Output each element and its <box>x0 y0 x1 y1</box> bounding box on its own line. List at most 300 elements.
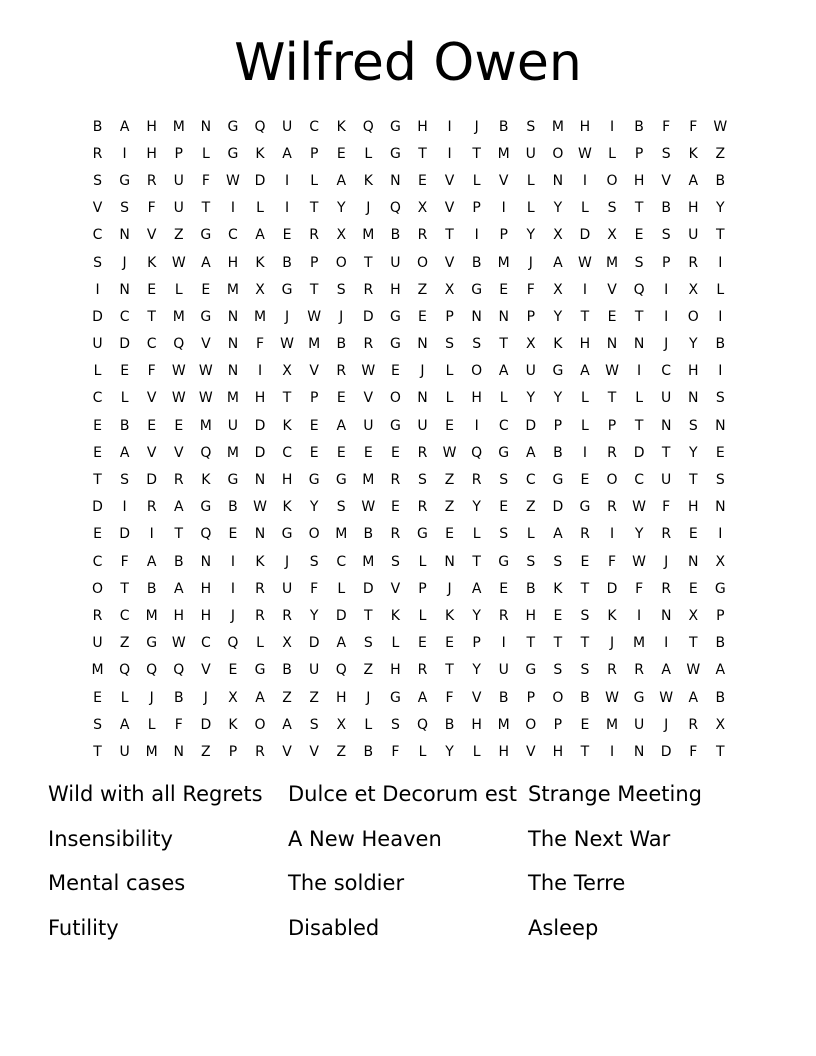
grid-letter: B <box>119 417 130 434</box>
grid-letter: F <box>662 499 671 516</box>
grid-row <box>84 249 734 276</box>
grid-letter: O <box>416 254 428 271</box>
grid-letter: N <box>688 390 699 407</box>
grid-letter: G <box>552 472 564 489</box>
grid-letter: S <box>553 553 563 570</box>
grid-letter: K <box>255 254 265 271</box>
grid-letter: D <box>92 499 103 516</box>
grid-letter: I <box>582 172 588 189</box>
grid-letter: V <box>471 689 482 706</box>
grid-letter: I <box>637 363 642 380</box>
grid-letter: X <box>715 716 726 733</box>
grid-letter: F <box>689 118 698 135</box>
grid-letter: G <box>119 172 131 189</box>
grid-letter: I <box>230 553 235 570</box>
grid-letter: B <box>92 118 103 135</box>
grid-letter: R <box>146 172 157 189</box>
grid-letter: H <box>335 689 347 706</box>
grid-row <box>84 331 734 358</box>
grid-letter: L <box>120 390 129 407</box>
grid-letter: N <box>200 553 212 570</box>
grid-row <box>84 195 734 222</box>
grid-letter: R <box>336 363 347 380</box>
grid-letter: E <box>93 526 102 543</box>
grid-letter: I <box>474 227 479 244</box>
grid-letter: G <box>389 118 401 135</box>
grid-letter: L <box>364 716 373 733</box>
grid-letter: M <box>253 308 267 325</box>
grid-letter: I <box>95 281 100 298</box>
grid-letter: M <box>172 118 185 135</box>
grid-letter: L <box>120 689 129 706</box>
grid-letter: L <box>635 390 643 407</box>
grid-letter: G <box>714 580 726 597</box>
grid-letter: X <box>417 200 428 217</box>
grid-letter: H <box>146 145 157 162</box>
grid-letter: D <box>335 607 347 624</box>
grid-letter: S <box>390 553 400 570</box>
grid-letter: X <box>553 281 563 298</box>
grid-letter: L <box>147 716 156 733</box>
grid-letter: Z <box>444 472 455 489</box>
grid-letter: B <box>471 254 482 271</box>
grid-letter: U <box>661 472 672 489</box>
grid-letter: I <box>122 145 127 162</box>
grid-letter: L <box>174 281 183 298</box>
grid-letter: U <box>173 200 184 217</box>
grid-letter: I <box>609 118 615 135</box>
grid-row <box>84 385 734 412</box>
grid-letter: A <box>119 444 130 461</box>
grid-letter: M <box>551 118 564 135</box>
grid-letter: I <box>285 172 290 189</box>
grid-letter: Q <box>227 635 239 652</box>
grid-letter: G <box>146 635 158 652</box>
grid-letter: F <box>147 363 156 380</box>
grid-letter: I <box>447 118 452 135</box>
grid-letter: E <box>499 580 509 597</box>
grid-letter: C <box>92 390 103 407</box>
grid-letter: G <box>227 472 239 489</box>
grid-letter: U <box>92 635 103 652</box>
grid-letter: R <box>92 607 103 624</box>
grid-letter: W <box>713 118 728 135</box>
grid-letter: S <box>499 526 509 543</box>
grid-letter: M <box>362 227 375 244</box>
grid-letter: G <box>498 444 510 461</box>
grid-letter: D <box>525 417 537 434</box>
grid-letter: V <box>498 172 509 189</box>
grid-letter: O <box>606 472 618 489</box>
grid-letter: O <box>552 145 564 162</box>
grid-letter: J <box>122 254 127 271</box>
grid-letter: H <box>146 118 157 135</box>
grid-letter: B <box>173 553 184 570</box>
grid-letter: I <box>257 363 263 380</box>
grid-letter: U <box>309 662 320 679</box>
grid-letter: M <box>497 145 510 162</box>
grid-letter: D <box>552 499 564 516</box>
grid-letter: D <box>579 227 591 244</box>
grid-letter: P <box>445 308 454 325</box>
grid-letter: S <box>445 336 454 353</box>
grid-letter: Q <box>146 662 158 679</box>
grid-letter: W <box>659 689 674 706</box>
grid-letter: F <box>147 200 156 217</box>
grid-letter: A <box>119 716 130 733</box>
grid-letter: B <box>363 526 374 543</box>
grid-letter: Q <box>389 200 401 217</box>
grid-letter: R <box>607 499 617 516</box>
grid-letter: U <box>363 417 374 434</box>
grid-letter: L <box>445 390 454 407</box>
grid-letter: L <box>337 580 346 597</box>
grid-letter: V <box>146 227 157 244</box>
grid-letter: U <box>173 172 184 189</box>
grid-letter: Y <box>553 308 563 325</box>
grid-letter: S <box>336 499 346 516</box>
grid-letter: E <box>336 444 346 461</box>
grid-letter: W <box>171 254 186 271</box>
grid-letter: T <box>688 472 698 489</box>
grid-row <box>84 521 734 548</box>
grid-letter: I <box>149 526 154 543</box>
grid-letter: E <box>634 227 644 244</box>
grid-letter: V <box>390 580 401 597</box>
grid-letter: C <box>336 553 347 570</box>
grid-letter: B <box>553 444 563 461</box>
grid-letter: S <box>526 553 536 570</box>
grid-letter: E <box>688 580 698 597</box>
grid-letter: G <box>417 526 428 543</box>
grid-letter: F <box>391 743 400 760</box>
word-list <box>48 776 768 954</box>
grid-letter: H <box>687 363 699 380</box>
grid-letter: T <box>364 607 373 624</box>
grid-letter: P <box>607 417 617 434</box>
grid-letter: I <box>447 145 452 162</box>
grid-letter: N <box>633 743 645 760</box>
grid-letter: S <box>418 472 427 489</box>
grid-letter: I <box>718 526 723 543</box>
grid-letter: O <box>606 172 618 189</box>
grid-letter: M <box>605 716 619 733</box>
grid-letter: S <box>580 662 590 679</box>
grid-letter: U <box>92 336 103 353</box>
grid-letter: R <box>255 607 265 624</box>
grid-letter: R <box>634 662 644 679</box>
grid-letter: Y <box>716 200 725 217</box>
grid-letter: I <box>609 743 615 760</box>
grid-letter: Y <box>553 390 563 407</box>
grid-letter: E <box>418 172 427 189</box>
grid-row <box>84 494 734 521</box>
grid-letter: F <box>526 281 535 298</box>
grid-letter: E <box>688 526 698 543</box>
grid-letter: H <box>254 390 266 407</box>
grid-letter: H <box>200 607 212 624</box>
grid-letter: E <box>580 472 590 489</box>
grid-row <box>84 711 734 738</box>
grid-letter: X <box>255 281 265 298</box>
grid-letter: T <box>174 526 184 543</box>
grid-letter: R <box>255 580 265 597</box>
grid-letter: R <box>92 145 103 162</box>
grid-letter: N <box>444 553 455 570</box>
grid-letter: B <box>498 118 509 135</box>
grid-letter: D <box>200 716 212 733</box>
grid-letter: P <box>634 145 644 162</box>
grid-letter: P <box>472 635 481 652</box>
grid-letter: E <box>715 444 725 461</box>
grid-letter: W <box>632 553 647 570</box>
grid-letter: R <box>417 444 428 461</box>
grid-letter: J <box>203 689 208 706</box>
grid-letter: K <box>444 607 455 624</box>
grid-letter: W <box>198 363 213 380</box>
grid-letter: I <box>122 499 127 516</box>
grid-letter: Q <box>119 662 131 679</box>
grid-letter: H <box>687 200 699 217</box>
grid-letter: Q <box>200 526 212 543</box>
grid-letter: S <box>661 145 671 162</box>
grid-letter: J <box>149 689 154 706</box>
word-list-item: Futility <box>48 915 119 940</box>
grid-row <box>84 684 734 711</box>
grid-letter: N <box>660 417 672 434</box>
grid-letter: N <box>688 553 699 570</box>
word-list-item: Disabled <box>288 915 380 940</box>
grid-letter: X <box>688 281 699 298</box>
grid-row <box>84 113 734 140</box>
grid-letter: Y <box>634 526 644 543</box>
grid-letter: G <box>227 118 239 135</box>
grid-letter: I <box>501 200 506 217</box>
grid-letter: S <box>336 281 346 298</box>
grid-letter: B <box>715 689 726 706</box>
grid-letter: I <box>664 635 669 652</box>
grid-letter: N <box>606 336 618 353</box>
grid-letter: B <box>444 716 455 733</box>
grid-letter: W <box>632 499 647 516</box>
grid-letter: L <box>256 200 264 217</box>
grid-letter: X <box>336 227 347 244</box>
grid-letter: I <box>501 635 506 652</box>
grid-letter: I <box>637 607 642 624</box>
grid-letter: T <box>661 444 671 461</box>
grid-letter: U <box>227 417 239 434</box>
grid-letter: Z <box>336 743 347 760</box>
grid-letter: Y <box>553 200 563 217</box>
grid-letter: T <box>526 635 536 652</box>
grid-letter: K <box>282 417 292 434</box>
grid-letter: J <box>609 635 615 652</box>
grid-letter: N <box>715 417 726 434</box>
grid-letter: R <box>363 281 374 298</box>
grid-letter: T <box>93 743 102 760</box>
grid-letter: F <box>174 716 183 733</box>
grid-letter: T <box>634 417 644 434</box>
grid-letter: T <box>499 336 508 353</box>
grid-letter: O <box>471 363 483 380</box>
grid-letter: I <box>582 444 588 461</box>
grid-letter: W <box>253 499 267 516</box>
grid-letter: D <box>606 580 618 597</box>
grid-letter: C <box>498 417 509 434</box>
grid-letter: C <box>282 444 292 461</box>
grid-letter: V <box>444 200 455 217</box>
grid-letter: K <box>363 172 373 189</box>
grid-letter: X <box>553 227 563 244</box>
grid-letter: L <box>526 200 535 217</box>
word-list-item: Dulce et Decorum est <box>288 782 517 806</box>
grid-letter: Y <box>472 499 481 516</box>
grid-letter: J <box>528 254 533 271</box>
grid-letter: N <box>498 308 509 325</box>
grid-letter: P <box>526 689 536 706</box>
grid-letter: V <box>526 743 536 760</box>
grid-letter: L <box>581 390 589 407</box>
word-list-item: The Next War <box>528 826 671 851</box>
grid-letter: D <box>254 417 266 434</box>
grid-letter: Q <box>335 662 347 679</box>
grid-letter: N <box>227 363 239 380</box>
grid-row <box>84 276 734 303</box>
grid-letter: A <box>173 580 184 597</box>
grid-row <box>84 140 734 167</box>
grid-letter: X <box>444 281 455 298</box>
grid-letter: G <box>308 472 320 489</box>
grid-row <box>84 222 734 249</box>
grid-letter: J <box>447 580 452 597</box>
grid-letter: R <box>471 472 482 489</box>
grid-letter: S <box>715 472 725 489</box>
grid-letter: K <box>282 499 292 516</box>
grid-letter: D <box>119 526 130 543</box>
grid-letter: B <box>634 118 644 135</box>
grid-letter: U <box>281 580 293 597</box>
grid-letter: K <box>147 254 157 271</box>
grid-letter: V <box>173 444 184 461</box>
grid-letter: M <box>633 635 646 652</box>
grid-letter: S <box>580 607 590 624</box>
grid-letter: P <box>309 254 319 271</box>
grid-letter: L <box>418 607 427 624</box>
grid-letter: S <box>120 472 130 489</box>
grid-letter: G <box>335 472 347 489</box>
grid-letter: K <box>201 472 211 489</box>
grid-letter: T <box>120 580 129 597</box>
grid-letter: R <box>498 607 509 624</box>
grid-letter: H <box>471 390 482 407</box>
grid-letter: A <box>417 689 428 706</box>
grid-letter: D <box>92 308 103 325</box>
grid-letter: L <box>445 363 454 380</box>
grid-letter: B <box>715 635 726 652</box>
grid-letter: W <box>307 308 322 325</box>
grid-letter: T <box>282 390 292 407</box>
grid-letter: V <box>92 200 103 217</box>
grid-letter: Q <box>254 118 266 135</box>
grid-letter: F <box>662 118 671 135</box>
grid-letter: H <box>281 472 293 489</box>
grid-letter: R <box>146 499 157 516</box>
grid-letter: H <box>498 743 509 760</box>
grid-letter: F <box>201 172 210 189</box>
grid-letter: H <box>227 254 239 271</box>
grid-letter: R <box>688 716 699 733</box>
grid-letter: E <box>147 281 157 298</box>
grid-letter: B <box>228 499 238 516</box>
grid-letter: H <box>525 607 537 624</box>
grid-letter: X <box>607 227 617 244</box>
grid-letter: Z <box>282 689 292 706</box>
grid-letter: L <box>581 417 589 434</box>
grid-letter: U <box>525 145 536 162</box>
grid-letter: E <box>418 635 427 652</box>
grid-letter: G <box>525 662 537 679</box>
word-list-item: Mental cases <box>48 871 186 895</box>
grid-letter: F <box>635 580 644 597</box>
grid-letter: S <box>553 662 563 679</box>
grid-row <box>84 657 734 684</box>
grid-letter: E <box>553 607 563 624</box>
grid-letter: E <box>228 662 238 679</box>
grid-letter: G <box>281 526 293 543</box>
grid-letter: E <box>363 444 373 461</box>
grid-letter: H <box>579 118 591 135</box>
grid-letter: A <box>146 553 157 570</box>
grid-letter: E <box>445 417 454 434</box>
grid-letter: U <box>119 743 130 760</box>
grid-letter: R <box>607 662 617 679</box>
grid-letter: W <box>605 689 619 706</box>
grid-letter: H <box>417 118 428 135</box>
grid-letter: N <box>552 172 564 189</box>
grid-letter: J <box>664 336 669 353</box>
grid-letter: C <box>525 472 536 489</box>
grid-letter: T <box>580 308 590 325</box>
grid-letter: U <box>688 227 699 244</box>
grid-letter: F <box>255 336 265 353</box>
grid-letter: L <box>526 526 535 543</box>
grid-letter: I <box>718 308 723 325</box>
grid-letter: S <box>120 200 130 217</box>
grid-letter: M <box>91 662 104 679</box>
grid-letter: P <box>472 200 481 217</box>
grid-letter: T <box>634 200 644 217</box>
grid-letter: C <box>228 227 238 244</box>
grid-letter: T <box>147 308 156 325</box>
grid-letter: G <box>254 662 266 679</box>
grid-letter: C <box>92 553 103 570</box>
grid-letter: Y <box>336 200 346 217</box>
grid-letter: E <box>580 553 590 570</box>
grid-letter: P <box>553 716 563 733</box>
grid-letter: Z <box>417 281 428 298</box>
grid-letter: A <box>471 580 482 597</box>
grid-letter: L <box>472 172 481 189</box>
grid-letter: T <box>580 580 590 597</box>
grid-letter: R <box>390 472 401 489</box>
grid-letter: N <box>119 227 130 244</box>
grid-letter: H <box>552 743 564 760</box>
grid-letter: E <box>93 417 102 434</box>
grid-letter: O <box>254 716 266 733</box>
grid-letter: S <box>93 172 102 189</box>
grid-letter: I <box>664 308 669 325</box>
grid-letter: H <box>200 580 212 597</box>
